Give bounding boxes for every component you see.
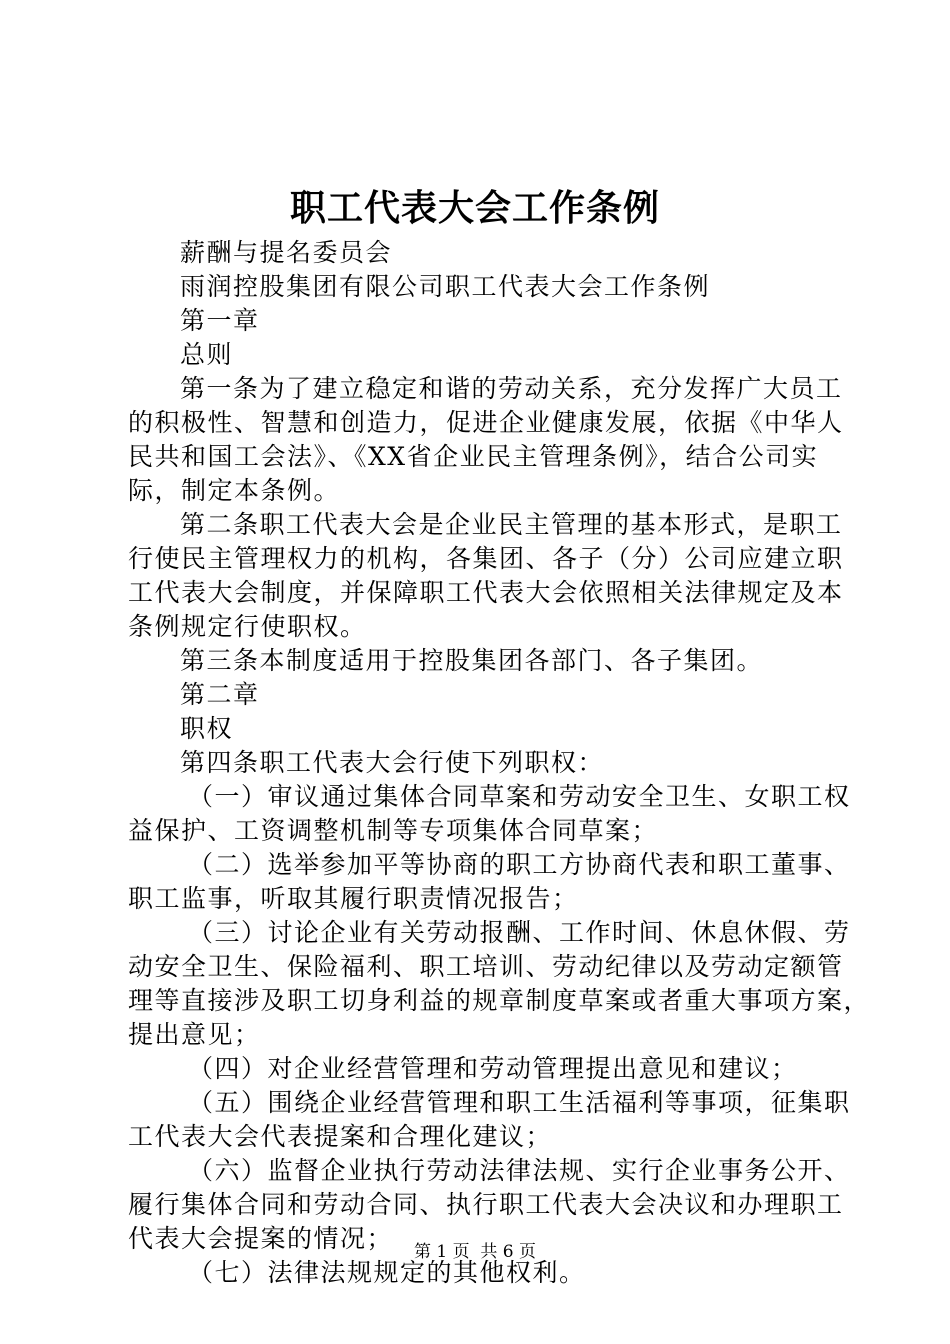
body-line: （六）监督企业执行劳动法律法规、实行企业事务公开、 xyxy=(188,1156,851,1185)
body-line: 履行集体合同和劳动合同、执行职工代表大会决议和办理职工 xyxy=(128,1190,844,1219)
body-line: （一）审议通过集体合同草案和劳动安全卫生、女职工权 xyxy=(188,782,851,811)
body-line: 薪酬与提名委员会 xyxy=(180,238,393,267)
body-line: 第一章 xyxy=(180,306,260,335)
body-line: 第四条职工代表大会行使下列职权： xyxy=(180,748,605,777)
body-line: 动安全卫生、保险福利、职工培训、劳动纪律以及劳动定额管 xyxy=(128,952,844,981)
body-line: （四）对企业经营管理和劳动管理提出意见和建议； xyxy=(188,1054,798,1083)
body-line: 雨润控股集团有限公司职工代表大会工作条例 xyxy=(180,272,711,301)
body-line: 代表大会提案的情况； xyxy=(128,1224,394,1253)
body-line: 理等直接涉及职工切身利益的规章制度草案或者重大事项方案， xyxy=(128,986,871,1015)
body-line: 益保护、工资调整机制等专项集体合同草案； xyxy=(128,816,659,845)
page-footer xyxy=(0,1240,950,1264)
body-line: 职权 xyxy=(180,714,234,743)
body-line: 条例规定行使职权。 xyxy=(128,612,367,641)
body-line: 职工监事，听取其履行职责情况报告； xyxy=(128,884,579,913)
body-line: （七）法律法规规定的其他权利。 xyxy=(188,1258,586,1287)
page-number-label: 第 1 页 共 6 页 xyxy=(413,1242,537,1262)
document-title: 职工代表大会工作条例 xyxy=(289,187,660,229)
body-line: （五）围绕企业经营管理和职工生活福利等事项，征集职 xyxy=(188,1088,851,1117)
body-line: 工代表大会代表提案和合理化建议； xyxy=(128,1122,553,1151)
body-line: 提出意见； xyxy=(128,1020,261,1049)
body-line: 的积极性、智慧和创造力，促进企业健康发展，依据《中华人 xyxy=(128,408,844,437)
body-line: 总则 xyxy=(180,340,234,369)
body-line: 际，制定本条例。 xyxy=(128,476,341,505)
body-line: （三）讨论企业有关劳动报酬、工作时间、休息休假、劳 xyxy=(188,918,851,947)
body-line: 第二条职工代表大会是企业民主管理的基本形式，是职工 xyxy=(180,510,843,539)
body-line: （二）选举参加平等协商的职工方协商代表和职工董事、 xyxy=(188,850,851,879)
body-line: 第三条本制度适用于控股集团各部门、各子集团。 xyxy=(180,646,764,675)
body-line: 第一条为了建立稳定和谐的劳动关系，充分发挥广大员工 xyxy=(180,374,843,403)
body-line: 第二章 xyxy=(180,680,260,709)
body-line: 民共和国工会法》、《XX省企业民主管理条例》，结合公司实 xyxy=(128,442,819,471)
body-line: 工代表大会制度，并保障职工代表大会依照相关法律规定及本 xyxy=(128,578,844,607)
document-body xyxy=(128,236,871,1290)
body-line: 行使民主管理权力的机构，各集团、各子（分）公司应建立职 xyxy=(128,544,844,573)
